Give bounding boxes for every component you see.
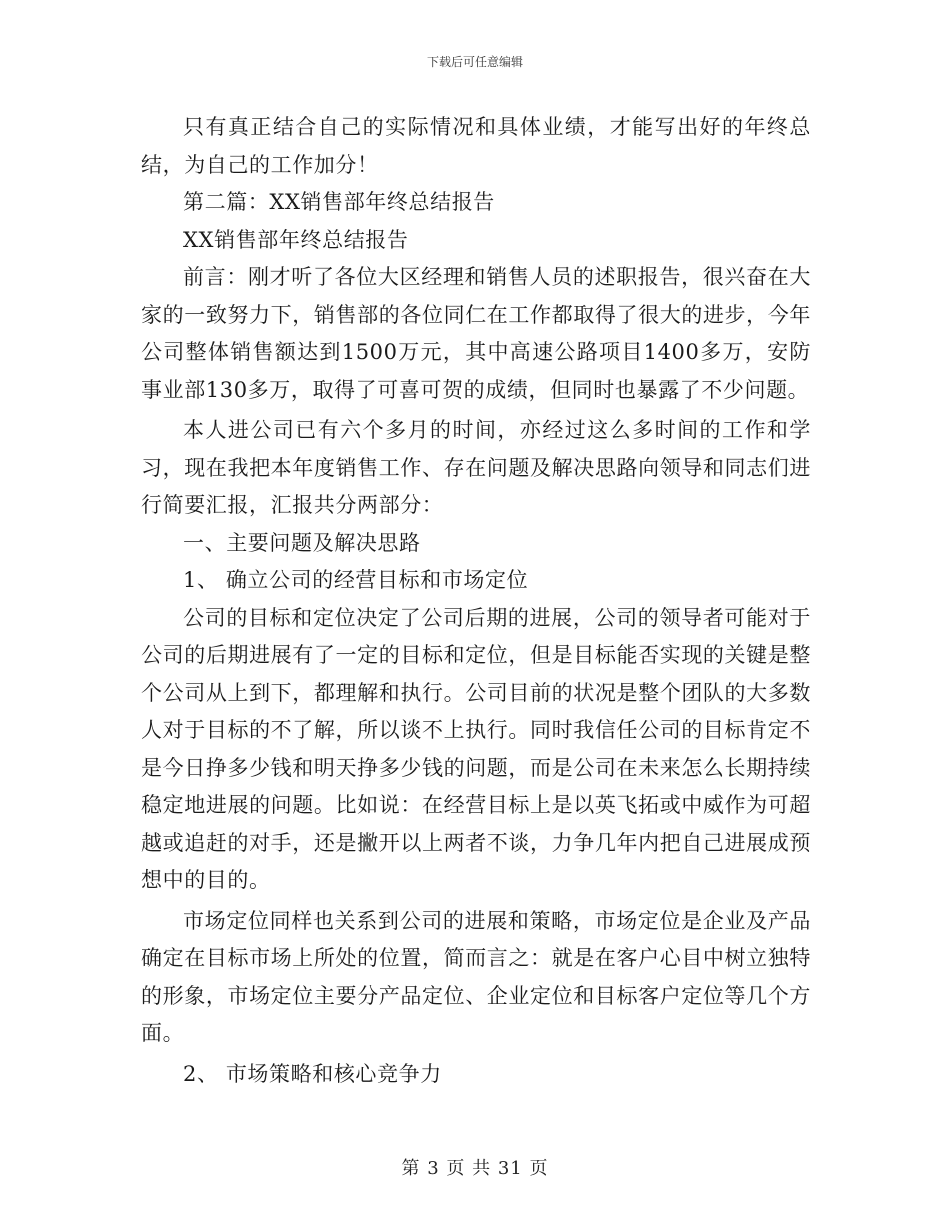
page-header-note: 下载后可任意编辑	[426, 55, 523, 69]
paragraph-closing-remark: 只有真正结合自己的实际情况和具体业绩，才能写出好的年终总结，为自己的工作加分！	[141, 115, 811, 177]
paragraph-company-goals: 公司的目标和定位决定了公司后期的进展，公司的领导者可能对于公司的后期进展有了一定的目标和定位，但是目标能否实现的关键是整个公司从上到下，都理解和执行。公司目前的状况是整个团队的大多数人对于目标的不了解，所以谈不上执行。同时我信任公司的目标肯定不是今日挣多少钱和明天挣多少钱的问题，而是公司在未来怎么长期持续稳定地进展的问题。比如说：在经营目标上是以英飞拓或中威作为可超越或追赶的对手，还是撇开以上两者不谈，力争几年内把自己进展成预想中的目的。	[141, 605, 811, 892]
heading-main-issues: 一、主要问题及解决思路	[183, 530, 421, 555]
report-title: XX销售部年终总结报告	[183, 227, 409, 252]
page-number-footer: 第 3 页 共 31 页	[401, 1158, 549, 1179]
subheading-goals-positioning: 1、 确立公司的经营目标和市场定位	[183, 568, 529, 592]
document-body	[141, 109, 811, 1093]
section-title: 第二篇：XX销售部年终总结报告	[183, 190, 495, 214]
paragraph-preface: 前言：刚才听了各位大区经理和销售人员的述职报告，很兴奋在大家的一致努力下，销售部的各位同仁在工作都取得了很大的进步，今年公司整体销售额达到1500万元，其中高速公路项目1400多万，安防事业部130多万，取得了可喜可贺的成绩，但同时也暴露了不少问题。	[141, 265, 811, 402]
paragraph-intro: 本人进公司已有六个多月的时间，亦经过这么多时间的工作和学习，现在我把本年度销售工作、存在问题及解决思路向领导和同志们进行简要汇报，汇报共分两部分：	[141, 418, 811, 517]
subheading-market-strategy: 2、 市场策略和核心竞争力	[183, 1061, 442, 1086]
paragraph-market-positioning: 市场定位同样也关系到公司的进展和策略，市场定位是企业及产品确定在目标市场上所处的位置，简而言之：就是在客户心目中树立独特的形象，市场定位主要分产品定位、企业定位和目标客户定位等几个方面。	[141, 908, 811, 1045]
